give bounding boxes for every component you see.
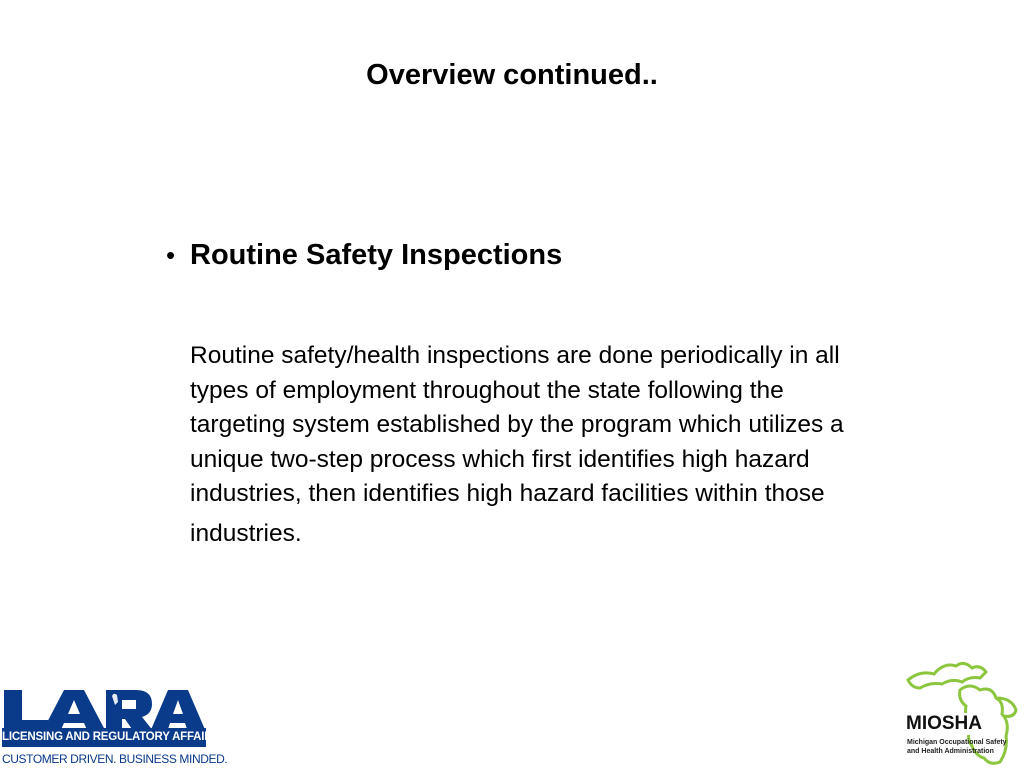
slide-title: Overview continued.. [366, 59, 658, 91]
body-line: types of employment throughout the state following the [190, 376, 784, 404]
bullet-icon: • [166, 240, 176, 270]
miosha-logo-name: MIOSHA [906, 713, 982, 734]
bullet-item [166, 236, 562, 274]
lara-logo [0, 686, 228, 768]
miosha-logo-subtitle [907, 738, 1019, 756]
body-line: Routine safety/health inspections are done periodically in all [190, 342, 840, 369]
body-line: targeting system established by the program which utilizes a [190, 411, 844, 438]
body-paragraph [190, 339, 970, 551]
body-line: industries. [190, 519, 302, 547]
bullet-heading: Routine Safety Inspections [190, 239, 563, 271]
body-line: unique two-step process which first identifies high hazard [190, 445, 810, 473]
miosha-subtitle-line: and Health Administration [907, 748, 994, 755]
miosha-subtitle-line: Michigan Occupational Safety [907, 739, 1007, 746]
body-line: industries, then identifies high hazard facilities within those [190, 480, 825, 507]
lara-wordmark-logo [2, 686, 206, 734]
lara-tagline: CUSTOMER DRIVEN. BUSINESS MINDED. [2, 752, 228, 766]
lara-bar-text: LICENSING AND REGULATORY AFFAIRS [2, 728, 206, 747]
